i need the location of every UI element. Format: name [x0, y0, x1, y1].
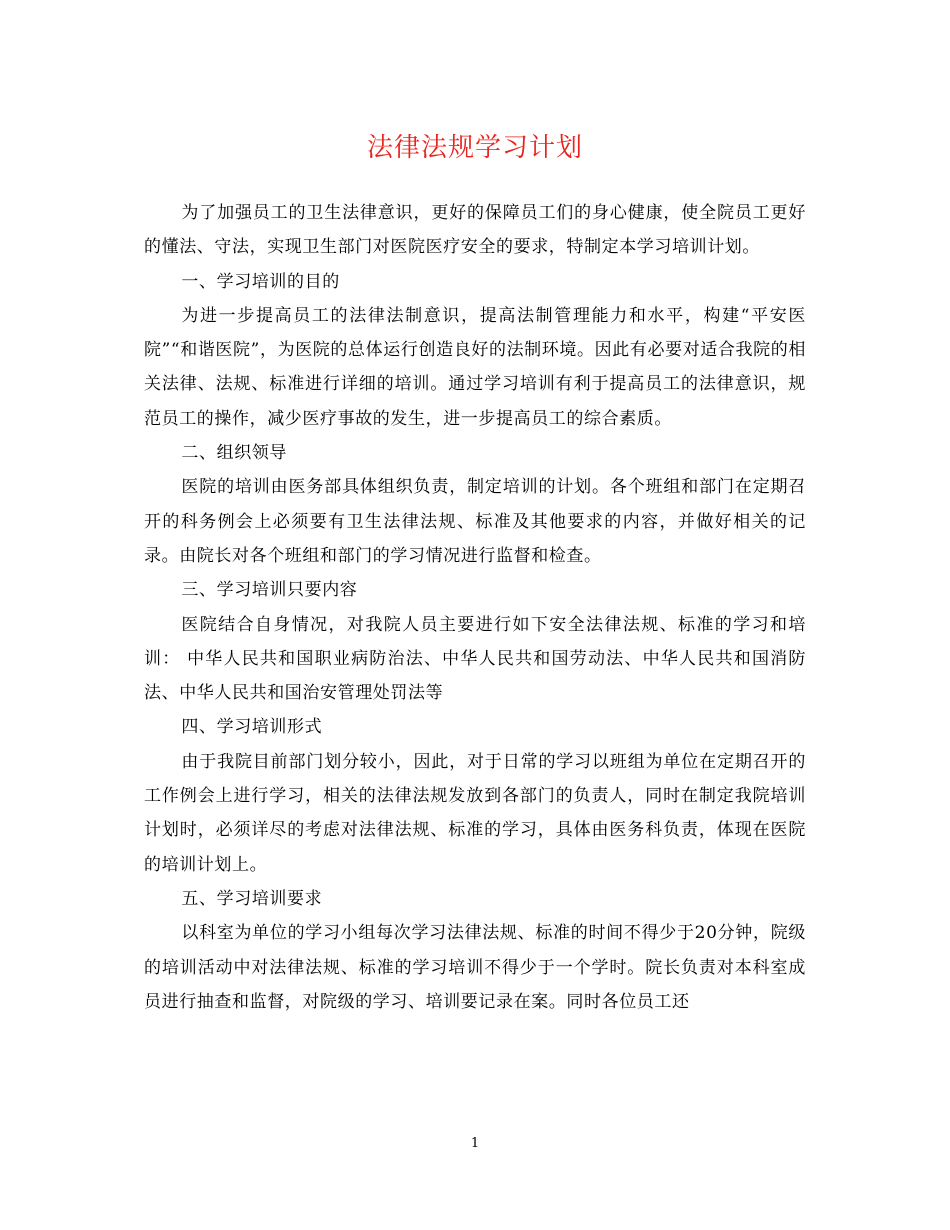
document-title: 法律法规学习计划 — [366, 133, 583, 163]
page-number: 1 — [470, 1136, 480, 1151]
section-text-format: 由于我院目前部门划分较小，因此，对于日常的学习以班组为单位在定期召开的工作例会上进行学习，相关的法律法规发放到各部门的负责人，同时在制定我院培训计划时，必须详尽的考虑对法律法规、标准的学习，具体由医务科负责，体现在医院的培训计划上。 — [144, 751, 806, 875]
section-text-leadership: 医院的培训由医务部具体组织负责，制定培训的计划。各个班组和部门在定期召开的科务例会上必须要有卫生法律法规、标准及其他要求的内容，并做好相关的记录。由院长对各个班组和部门的学习情况进行监督和检查。 — [144, 477, 806, 566]
section-heading-leadership: 二、组织领导 — [181, 443, 287, 464]
section-text-purpose: 为进一步提高员工的法律法制意识，提高法制管理能力和水平，构建“平安医院”“和谐医院”，为医院的总体运行创造良好的法制环境。因此有必要对适合我院的相关法律、法规、标准进行详细的培训。通过学习培训有利于提高员工的法律意识，规范员工的操作，减少医疗事故的发生，进一步提高员工的综合素质。 — [144, 305, 806, 429]
section-text-requirements: 以科室为单位的学习小组每次学习法律法规、标准的时间不得少于20分钟，院级的培训活动中对法律法规、标准的学习培训不得少于一个学时。院长负责对本科室成员进行抽查和监督，对院级的学习、培训要记录在案。同时各位员工还 — [144, 923, 806, 1012]
section-heading-purpose: 一、学习培训的目的 — [181, 271, 340, 292]
section-heading-content: 三、学习培训只要内容 — [181, 580, 358, 601]
intro-paragraph: 为了加强员工的卫生法律意识，更好的保障员工们的身心健康，使全院员工更好的懂法、守法，实现卫生部门对医院医疗安全的要求，特制定本学习培训计划。 — [144, 203, 806, 258]
section-heading-requirements: 五、学习培训要求 — [181, 888, 323, 909]
document-body — [144, 196, 806, 1019]
section-text-content: 医院结合自身情况，对我院人员主要进行如下安全法律法规、标准的学习和培训： 中华人民共和国职业病防治法、中华人民共和国劳动法、中华人民共和国消防法、中华人民共和国治安管理处罚法等 — [144, 614, 806, 704]
section-heading-format: 四、学习培训形式 — [181, 717, 323, 738]
